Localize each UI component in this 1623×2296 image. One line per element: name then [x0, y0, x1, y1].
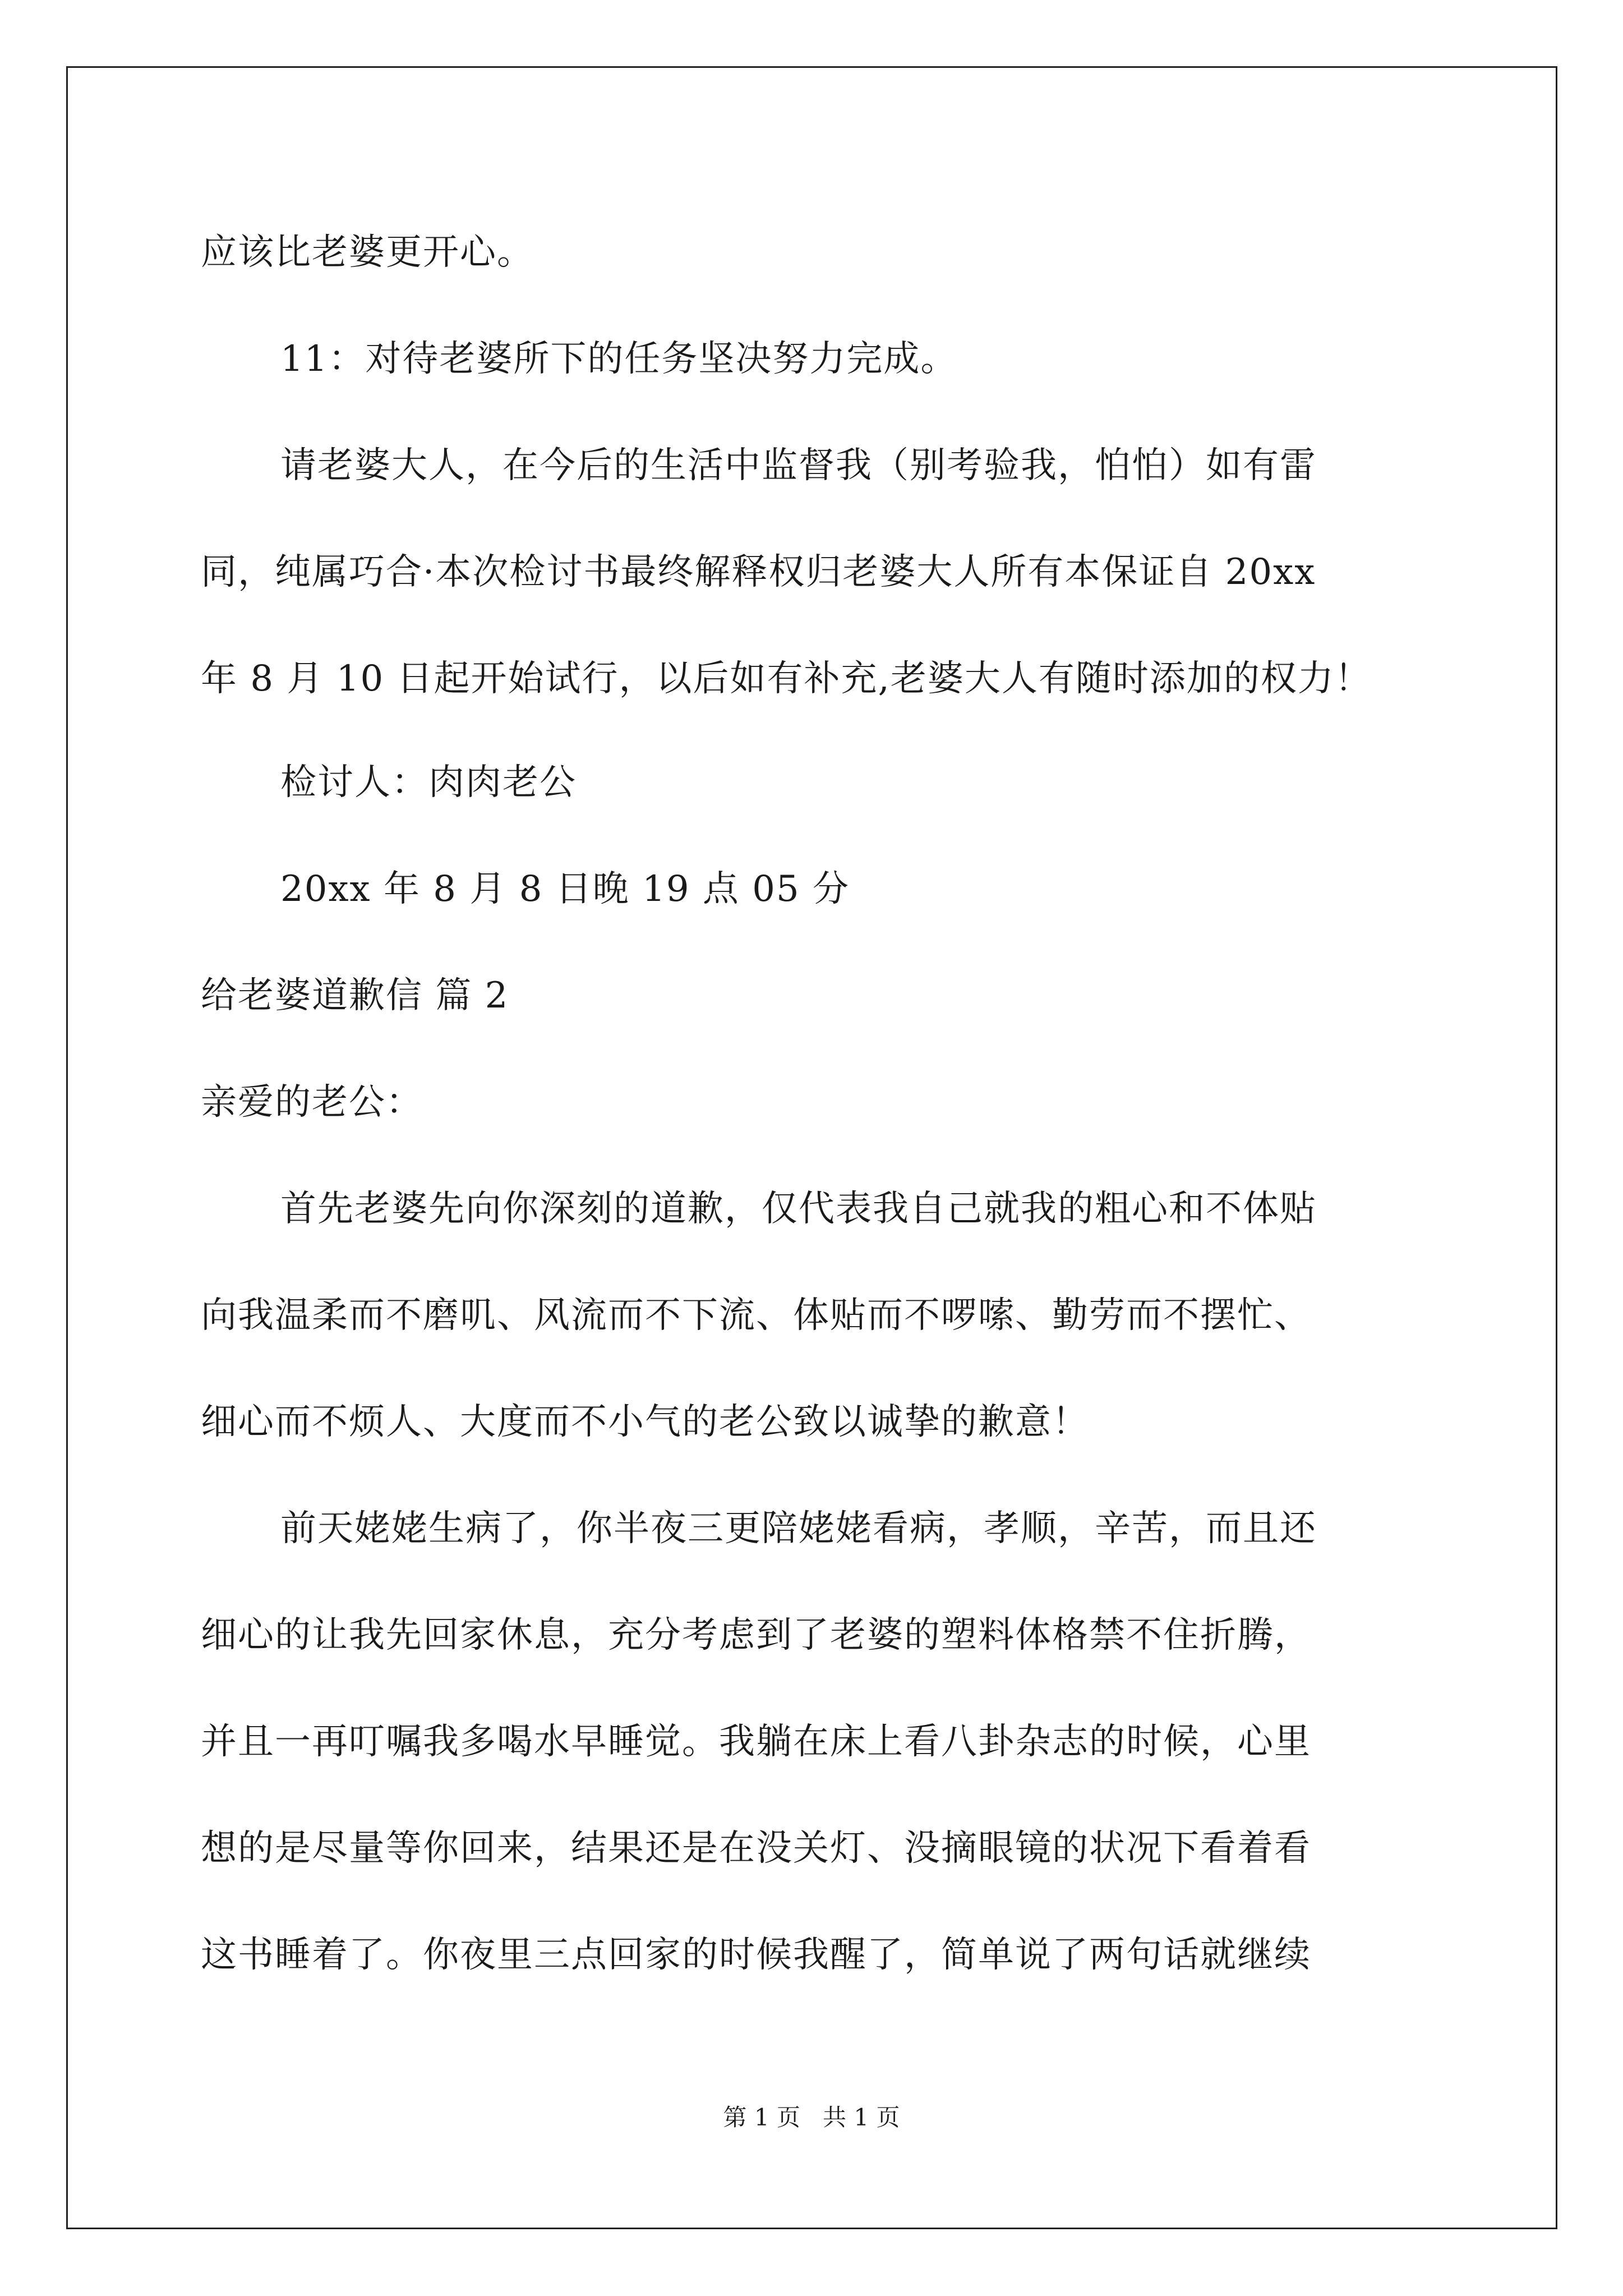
- text-line: 请老婆大人，在今后的生活中监督我（别考验我，怕怕）如有雷: [280, 445, 1317, 486]
- text-line: 这书睡着了。你夜里三点回家的时候我醒了，简单说了两句话就继续: [201, 1934, 1311, 1976]
- text-line: 应该比老婆更开心。: [201, 232, 534, 273]
- section-heading: 给老婆道歉信 篇 2: [201, 975, 509, 1016]
- text-line: 同，纯属巧合·本次检讨书最终解释权归老婆大人所有本保证自 20xx: [201, 551, 1316, 593]
- signature-line: 检讨人：肉肉老公: [280, 762, 577, 803]
- page-border: [66, 66, 1557, 2229]
- text-line: 细心而不烦人、大度而不小气的老公致以诚挚的歉意！: [201, 1401, 1089, 1443]
- text-line: 11：对待老婆所下的任务坚决努力完成。: [280, 338, 958, 380]
- salutation: 亲爱的老公：: [201, 1082, 423, 1123]
- text-line: 年 8 月 10 日起开始试行，以后如有补充,老婆大人有随时添加的权力！: [201, 658, 1372, 700]
- text-line: 想的是尽量等你回来，结果还是在没关灯、没摘眼镜的状况下看着看: [201, 1828, 1311, 1869]
- text-line: 并且一再叮嘱我多喝水早睡觉。我躺在床上看八卦杂志的时候，心里: [201, 1721, 1311, 1763]
- text-line: 细心的让我先回家休息，充分考虑到了老婆的塑料体格禁不住折腾，: [201, 1614, 1311, 1656]
- date-line: 20xx 年 8 月 8 日晚 19 点 05 分: [280, 868, 850, 910]
- text-line: 首先老婆先向你深刻的道歉，仅代表我自己就我的粗心和不体贴: [280, 1188, 1317, 1230]
- text-line: 向我温柔而不磨叽、风流而不下流、体贴而不啰嗦、勤劳而不摆忙、: [201, 1295, 1311, 1336]
- text-line: 前天姥姥生病了，你半夜三更陪姥姥看病，孝顺，辛苦，而且还: [280, 1508, 1317, 1549]
- page-footer: 第 1 页 共 1 页: [723, 2104, 900, 2131]
